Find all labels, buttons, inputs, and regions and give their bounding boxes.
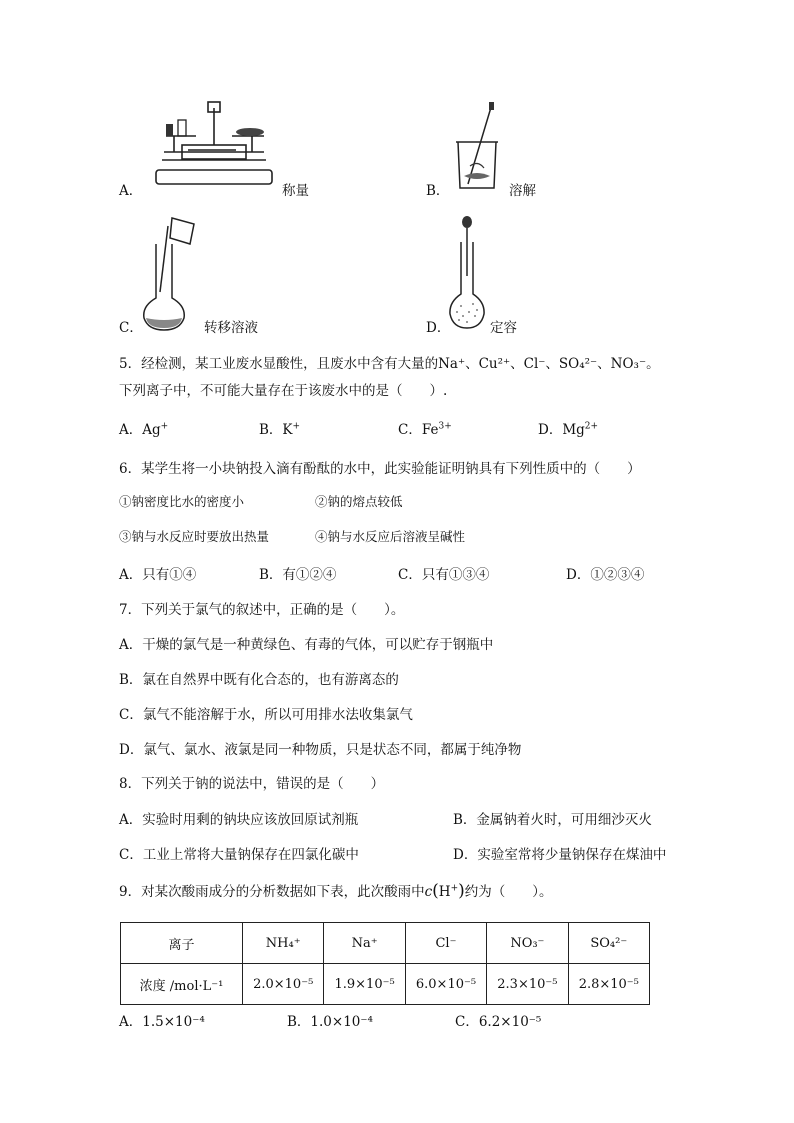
q9-option-c[interactable]: C．6.2×10⁻⁵ (455, 1014, 542, 1030)
q8-option-d[interactable]: D．实验室常将少量钠保存在煤油中 (453, 847, 667, 863)
q7-option-b[interactable]: B．氯在自然界中既有化合态的，也有游离态的 (119, 672, 399, 688)
q5-option-b[interactable]: B．K+ (259, 421, 301, 438)
q5-ions: Na⁺、Cu²⁺、Cl⁻、SO₄²⁻、NO₃⁻。 (438, 356, 660, 372)
table-header-row (121, 923, 650, 964)
q8-stem: 8．下列关于钠的说法中，错误的是（ ） (119, 776, 385, 792)
table-ion-nh4: NH₄⁺ (243, 923, 324, 964)
q7-stem: 7．下列关于氯气的叙述中，正确的是（ ）。 (119, 602, 405, 618)
q7-option-d[interactable]: D．氯气、氯水、液氯是同一种物质，只是状态不同，都属于纯净物 (119, 742, 522, 758)
q6-prop-1: ①钠密度比水的密度小 (119, 494, 245, 509)
flask-dropper-figure (447, 216, 497, 332)
balance-figure (152, 100, 276, 192)
figure-b-letter: B． (426, 183, 450, 199)
q9-option-b[interactable]: B．1.0×10⁻⁴ (287, 1014, 373, 1030)
figure-b-caption: 溶解 (509, 183, 536, 199)
figure-c-caption: 转移溶液 (204, 320, 258, 336)
figure-d-letter: D． (426, 320, 451, 336)
figure-d-caption: 定容 (490, 320, 517, 336)
table-header-label: 离子 (121, 923, 243, 964)
q8-option-a[interactable]: A．实验时用剩的钠块应该放回原试剂瓶 (119, 812, 359, 828)
beaker-figure (452, 102, 502, 194)
q9-stem: 9．对某次酸雨成分的分析数据如下表，此次酸雨中c(H+)约为（ ）。 (119, 881, 553, 901)
table-value-cl: 6.0×10⁻⁵ (405, 964, 486, 1005)
table-value-nh4: 2.0×10⁻⁵ (243, 964, 324, 1005)
q7-option-a[interactable]: A．干燥的氯气是一种黄绿色、有毒的气体，可以贮存于钢瓶中 (119, 637, 494, 653)
q6-option-d[interactable]: D．①②③④ (566, 567, 645, 583)
figure-a-letter: A． (119, 183, 143, 199)
table-ion-cl: Cl⁻ (405, 923, 486, 964)
q5-line2: 下列离子中，不可能大量存在于该废水中的是（ ）. (119, 383, 448, 399)
q6-option-b[interactable]: B．有①②④ (259, 567, 337, 583)
q6-prop-4: ④钠与水反应后溶液呈碱性 (315, 529, 466, 544)
q7-option-c[interactable]: C．氯气不能溶解于水，所以可用排水法收集氯气 (119, 707, 413, 723)
q6-option-c[interactable]: C．只有①③④ (398, 567, 490, 583)
table-row-label: 浓度 /mol·L⁻¹ (121, 964, 243, 1005)
q5-line1 (119, 352, 660, 372)
table-value-no3: 2.3×10⁻⁵ (487, 964, 568, 1005)
q8-option-b[interactable]: B．金属钠着火时，可用细沙灭火 (453, 812, 652, 828)
table-ion-no3: NO₃⁻ (487, 923, 568, 964)
table-ion-na: Na⁺ (324, 923, 405, 964)
table-row (121, 964, 650, 1005)
q6-prop-2: ②钠的熔点较低 (315, 494, 403, 509)
q6-option-a[interactable]: A．只有①④ (119, 567, 197, 583)
table-value-na: 1.9×10⁻⁵ (324, 964, 405, 1005)
figure-a-caption: 称量 (282, 183, 309, 199)
q9-option-a[interactable]: A．1.5×10⁻⁴ (119, 1014, 205, 1030)
q6-stem: 6．某学生将一小块钠投入滴有酚酞的水中，此实验能证明钠具有下列性质中的（ ） (119, 461, 641, 477)
figure-c-letter: C． (119, 320, 143, 336)
table-ion-so4: SO₄²⁻ (568, 923, 649, 964)
transfer-flask-figure (142, 214, 202, 332)
q8-option-c[interactable]: C．工业上常将大量钠保存在四氯化碳中 (119, 847, 359, 863)
q5-option-c[interactable]: C．$Fe^{3+}$ (398, 421, 452, 438)
table-value-so4: 2.8×10⁻⁵ (568, 964, 649, 1005)
q5-option-a[interactable]: A．Ag+ (119, 421, 169, 438)
acid-rain-table (120, 922, 650, 1005)
q6-prop-3: ③钠与水反应时要放出热量 (119, 529, 270, 544)
q5-stem: 5．经检测，某工业废水显酸性，且废水中含有大量的 (119, 356, 439, 372)
q5-option-d[interactable]: D．$Mg^{2+}$ (538, 421, 599, 438)
